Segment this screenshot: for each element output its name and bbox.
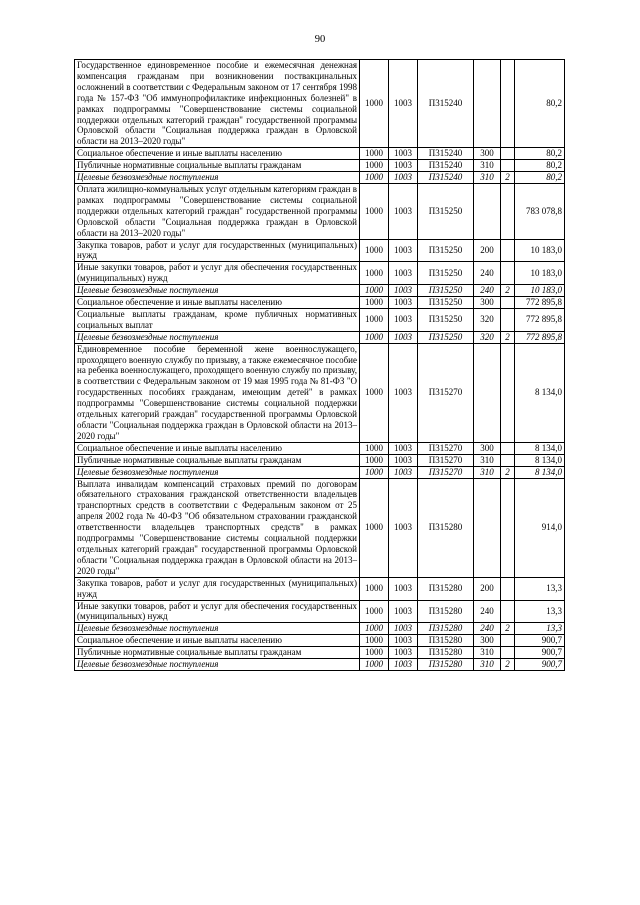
row-expense-type-code: 240 xyxy=(474,262,501,285)
row-target-article-code: П315250 xyxy=(418,285,474,297)
row-section-code: 1000 xyxy=(360,285,389,297)
row-source-code xyxy=(501,148,515,160)
table-row xyxy=(75,647,565,659)
row-source-code xyxy=(501,635,515,647)
row-name: Социальные выплаты гражданам, кроме публичных нормативных социальных выплат xyxy=(75,308,360,331)
row-section-code: 1000 xyxy=(360,308,389,331)
row-source-code xyxy=(501,239,515,262)
row-expense-type-code: 310 xyxy=(474,160,501,172)
row-amount: 8 134,0 xyxy=(515,454,565,466)
row-target-article-code: П315270 xyxy=(418,442,474,454)
table-row xyxy=(75,239,565,262)
table-row xyxy=(75,442,565,454)
table-row xyxy=(75,466,565,478)
row-name: Целевые безвозмездные поступления xyxy=(75,659,360,671)
row-source-code xyxy=(501,647,515,659)
row-expense-type-code: 200 xyxy=(474,239,501,262)
row-section-code: 1000 xyxy=(360,442,389,454)
row-target-article-code: П315250 xyxy=(418,183,474,239)
row-target-article-code: П315270 xyxy=(418,454,474,466)
row-name: Социальное обеспечение и иные выплаты населению xyxy=(75,442,360,454)
row-section-code: 1000 xyxy=(360,183,389,239)
row-subsection-code: 1003 xyxy=(389,478,418,577)
table-row xyxy=(75,148,565,160)
row-section-code: 1000 xyxy=(360,343,389,442)
row-name: Выплата инвалидам компенсаций страховых премий по договорам обязательного страхования гражданской ответственности владельцев транспортных средств в соответствии с Федеральным законом от 25 апреля 2002 года № 40-ФЗ "Об обязательном страховании гражданской ответственности владельцев транспортных средств" в рамках подпрограммы "Совершенствование системы социальной поддержки отдельных категорий граждан" государственной программы Орловской области "Социальная поддержка граждан в Орловской области на 2013–2020 годы" xyxy=(75,478,360,577)
row-amount: 80,2 xyxy=(515,160,565,172)
row-subsection-code: 1003 xyxy=(389,647,418,659)
table-row xyxy=(75,297,565,309)
row-target-article-code: П315240 xyxy=(418,148,474,160)
table-row xyxy=(75,577,565,600)
row-expense-type-code xyxy=(474,60,501,148)
row-section-code: 1000 xyxy=(360,577,389,600)
row-target-article-code: П315270 xyxy=(418,466,474,478)
row-section-code: 1000 xyxy=(360,623,389,635)
row-expense-type-code: 320 xyxy=(474,308,501,331)
row-source-code xyxy=(501,343,515,442)
row-section-code: 1000 xyxy=(360,331,389,343)
row-subsection-code: 1003 xyxy=(389,297,418,309)
row-source-code xyxy=(501,160,515,172)
row-subsection-code: 1003 xyxy=(389,442,418,454)
row-subsection-code: 1003 xyxy=(389,331,418,343)
row-expense-type-code: 320 xyxy=(474,331,501,343)
row-amount: 80,2 xyxy=(515,60,565,148)
row-amount: 914,0 xyxy=(515,478,565,577)
row-subsection-code: 1003 xyxy=(389,659,418,671)
row-name: Социальное обеспечение и иные выплаты населению xyxy=(75,148,360,160)
row-name: Целевые безвозмездные поступления xyxy=(75,172,360,184)
row-target-article-code: П315250 xyxy=(418,308,474,331)
row-source-code xyxy=(501,442,515,454)
row-section-code: 1000 xyxy=(360,297,389,309)
table-row xyxy=(75,478,565,577)
table-row xyxy=(75,343,565,442)
row-target-article-code: П315280 xyxy=(418,635,474,647)
row-name: Единовременное пособие беременной жене военнослужащего, проходящего военную службу по призыву, а также ежемесячное пособие на ребенка военнослужащего, проходящего военную службу по призыву, в соответствии с Федеральным законом от 19 мая 1995 года № 81-ФЗ "О государственных пособиях гражданам, имеющим детей" в рамках подпрограммы "Совершенствование системы социальной поддержки отдельных категорий граждан" государственной программы Орловской области "Социальная поддержка граждан в Орловской области на 2013–2020 годы" xyxy=(75,343,360,442)
row-section-code: 1000 xyxy=(360,466,389,478)
row-target-article-code: П315250 xyxy=(418,239,474,262)
page-number: 90 xyxy=(314,34,326,45)
row-subsection-code: 1003 xyxy=(389,577,418,600)
budget-table-body xyxy=(75,60,565,671)
table-row xyxy=(75,331,565,343)
row-name: Публичные нормативные социальные выплаты гражданам xyxy=(75,647,360,659)
row-expense-type-code xyxy=(474,343,501,442)
row-amount: 10 183,0 xyxy=(515,285,565,297)
row-source-code: 2 xyxy=(501,659,515,671)
row-name: Иные закупки товаров, работ и услуг для обеспечения государственных (муниципальных) нужд xyxy=(75,262,360,285)
table-row xyxy=(75,183,565,239)
row-source-code: 2 xyxy=(501,623,515,635)
row-expense-type-code: 310 xyxy=(474,466,501,478)
row-section-code: 1000 xyxy=(360,647,389,659)
table-row xyxy=(75,623,565,635)
row-source-code xyxy=(501,478,515,577)
row-amount: 900,7 xyxy=(515,635,565,647)
row-name: Публичные нормативные социальные выплаты гражданам xyxy=(75,454,360,466)
row-section-code: 1000 xyxy=(360,659,389,671)
row-source-code xyxy=(501,577,515,600)
budget-table xyxy=(74,59,565,671)
table-row xyxy=(75,262,565,285)
table-row xyxy=(75,285,565,297)
row-amount: 783 078,8 xyxy=(515,183,565,239)
row-source-code xyxy=(501,297,515,309)
row-subsection-code: 1003 xyxy=(389,172,418,184)
row-target-article-code: П315250 xyxy=(418,331,474,343)
row-expense-type-code: 240 xyxy=(474,623,501,635)
row-amount: 900,7 xyxy=(515,647,565,659)
row-subsection-code: 1003 xyxy=(389,60,418,148)
table-row xyxy=(75,635,565,647)
row-source-code: 2 xyxy=(501,285,515,297)
row-section-code: 1000 xyxy=(360,148,389,160)
row-expense-type-code: 310 xyxy=(474,172,501,184)
row-expense-type-code: 240 xyxy=(474,600,501,623)
row-expense-type-code: 200 xyxy=(474,577,501,600)
row-amount: 8 134,0 xyxy=(515,466,565,478)
row-amount: 80,2 xyxy=(515,148,565,160)
row-source-code: 2 xyxy=(501,331,515,343)
table-row xyxy=(75,60,565,148)
row-target-article-code: П315280 xyxy=(418,600,474,623)
row-expense-type-code: 310 xyxy=(474,454,501,466)
row-target-article-code: П315280 xyxy=(418,478,474,577)
row-name: Целевые безвозмездные поступления xyxy=(75,331,360,343)
row-name: Целевые безвозмездные поступления xyxy=(75,623,360,635)
row-subsection-code: 1003 xyxy=(389,262,418,285)
row-subsection-code: 1003 xyxy=(389,285,418,297)
row-target-article-code: П315250 xyxy=(418,297,474,309)
row-name: Государственное единовременное пособие и ежемесячная денежная компенсация гражданам при возникновении поствакцинальных осложнений в соответствии с Федеральным законом от 17 сентября 1998 года № 157-ФЗ "Об иммунопрофилактике инфекционных болезней" в рамках подпрограммы "Совершенствование системы социальной поддержки отдельных категорий граждан" государственной программы Орловской области "Социальная поддержка граждан в Орловской области на 2013–2020 годы" xyxy=(75,60,360,148)
row-subsection-code: 1003 xyxy=(389,148,418,160)
row-section-code: 1000 xyxy=(360,160,389,172)
row-subsection-code: 1003 xyxy=(389,183,418,239)
row-target-article-code: П315250 xyxy=(418,262,474,285)
row-amount: 13,3 xyxy=(515,577,565,600)
row-section-code: 1000 xyxy=(360,600,389,623)
row-name: Закупка товаров, работ и услуг для государственных (муниципальных) нужд xyxy=(75,239,360,262)
row-target-article-code: П315280 xyxy=(418,623,474,635)
table-row xyxy=(75,454,565,466)
row-subsection-code: 1003 xyxy=(389,623,418,635)
row-amount: 772 895,8 xyxy=(515,297,565,309)
table-row xyxy=(75,600,565,623)
row-amount: 8 134,0 xyxy=(515,442,565,454)
row-target-article-code: П315240 xyxy=(418,160,474,172)
row-subsection-code: 1003 xyxy=(389,600,418,623)
row-section-code: 1000 xyxy=(360,262,389,285)
row-expense-type-code: 310 xyxy=(474,659,501,671)
row-target-article-code: П315280 xyxy=(418,647,474,659)
row-expense-type-code: 300 xyxy=(474,148,501,160)
row-amount: 13,3 xyxy=(515,600,565,623)
row-expense-type-code: 300 xyxy=(474,297,501,309)
row-section-code: 1000 xyxy=(360,454,389,466)
table-row xyxy=(75,172,565,184)
row-expense-type-code xyxy=(474,183,501,239)
row-amount: 10 183,0 xyxy=(515,262,565,285)
row-section-code: 1000 xyxy=(360,239,389,262)
row-amount: 8 134,0 xyxy=(515,343,565,442)
row-target-article-code: П315270 xyxy=(418,343,474,442)
row-expense-type-code xyxy=(474,478,501,577)
row-subsection-code: 1003 xyxy=(389,635,418,647)
row-section-code: 1000 xyxy=(360,478,389,577)
row-expense-type-code: 300 xyxy=(474,442,501,454)
row-amount: 10 183,0 xyxy=(515,239,565,262)
row-amount: 900,7 xyxy=(515,659,565,671)
row-expense-type-code: 240 xyxy=(474,285,501,297)
row-name: Целевые безвозмездные поступления xyxy=(75,466,360,478)
row-subsection-code: 1003 xyxy=(389,239,418,262)
row-section-code: 1000 xyxy=(360,635,389,647)
row-subsection-code: 1003 xyxy=(389,160,418,172)
row-amount: 13,3 xyxy=(515,623,565,635)
row-name: Социальное обеспечение и иные выплаты населению xyxy=(75,635,360,647)
row-subsection-code: 1003 xyxy=(389,343,418,442)
row-name: Публичные нормативные социальные выплаты гражданам xyxy=(75,160,360,172)
row-source-code xyxy=(501,183,515,239)
row-target-article-code: П315240 xyxy=(418,172,474,184)
row-name: Закупка товаров, работ и услуг для государственных (муниципальных) нужд xyxy=(75,577,360,600)
row-amount: 772 895,8 xyxy=(515,308,565,331)
row-expense-type-code: 310 xyxy=(474,647,501,659)
row-expense-type-code: 300 xyxy=(474,635,501,647)
row-source-code xyxy=(501,262,515,285)
row-name: Оплата жилищно-коммунальных услуг отдельным категориям граждан в рамках подпрограммы "Совершенствование системы социальной поддержки отдельных категорий граждан" государственной программы Орловской области "Социальная поддержка граждан в Орловской области на 2013–2020 годы" xyxy=(75,183,360,239)
table-row xyxy=(75,308,565,331)
row-source-code xyxy=(501,308,515,331)
row-name: Иные закупки товаров, работ и услуг для обеспечения государственных (муниципальных) нужд xyxy=(75,600,360,623)
table-row xyxy=(75,659,565,671)
row-target-article-code: П315280 xyxy=(418,577,474,600)
row-section-code: 1000 xyxy=(360,60,389,148)
row-section-code: 1000 xyxy=(360,172,389,184)
row-amount: 80,2 xyxy=(515,172,565,184)
table-row xyxy=(75,160,565,172)
row-subsection-code: 1003 xyxy=(389,466,418,478)
row-target-article-code: П315280 xyxy=(418,659,474,671)
row-amount: 772 895,8 xyxy=(515,331,565,343)
row-source-code: 2 xyxy=(501,172,515,184)
row-source-code xyxy=(501,454,515,466)
row-name: Целевые безвозмездные поступления xyxy=(75,285,360,297)
row-source-code xyxy=(501,60,515,148)
row-target-article-code: П315240 xyxy=(418,60,474,148)
row-name: Социальное обеспечение и иные выплаты населению xyxy=(75,297,360,309)
row-subsection-code: 1003 xyxy=(389,308,418,331)
row-source-code xyxy=(501,600,515,623)
row-source-code: 2 xyxy=(501,466,515,478)
row-subsection-code: 1003 xyxy=(389,454,418,466)
